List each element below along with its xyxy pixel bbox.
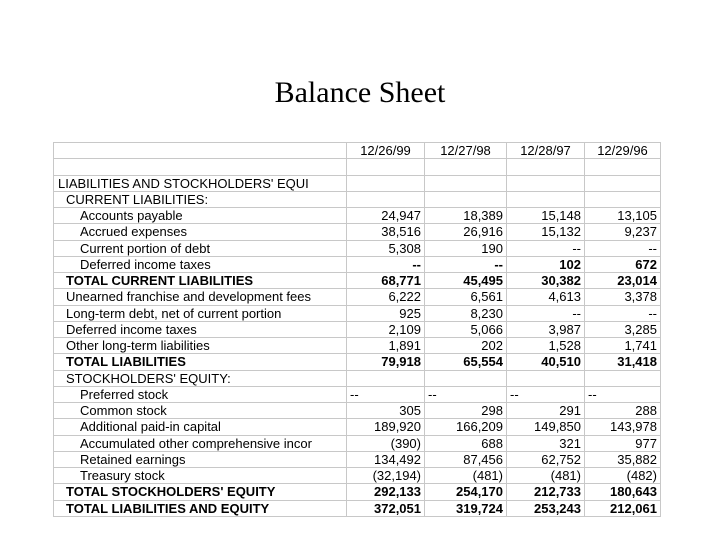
value-cell: 6,561	[425, 289, 507, 305]
value-cell: (32,194)	[347, 468, 425, 484]
value-cell: --	[507, 305, 585, 321]
value-cell: --	[347, 256, 425, 272]
row-label: Deferred income taxes	[54, 321, 347, 337]
value-cell: 1,528	[507, 338, 585, 354]
row-label: Accrued expenses	[54, 224, 347, 240]
row-label: TOTAL STOCKHOLDERS' EQUITY	[54, 484, 347, 500]
row-label: CURRENT LIABILITIES:	[54, 191, 347, 207]
value-cell: 149,850	[507, 419, 585, 435]
row-label: Unearned franchise and development fees	[54, 289, 347, 305]
table-row	[54, 208, 661, 224]
value-cell: 62,752	[507, 451, 585, 467]
spacer-row	[54, 159, 661, 175]
value-cell	[507, 175, 585, 191]
table-row	[54, 191, 661, 207]
value-cell: 30,382	[507, 273, 585, 289]
value-cell: 87,456	[425, 451, 507, 467]
value-cell: 253,243	[507, 500, 585, 516]
value-cell: 2,109	[347, 321, 425, 337]
value-cell: 102	[507, 256, 585, 272]
value-cell: 143,978	[585, 419, 661, 435]
table-row	[54, 468, 661, 484]
table-row	[54, 273, 661, 289]
table-row	[54, 338, 661, 354]
value-cell: 291	[507, 403, 585, 419]
value-cell: 3,987	[507, 321, 585, 337]
row-label: Accounts payable	[54, 208, 347, 224]
row-label: Deferred income taxes	[54, 256, 347, 272]
value-cell: 1,741	[585, 338, 661, 354]
value-cell: 977	[585, 435, 661, 451]
value-cell	[347, 175, 425, 191]
table-row	[54, 354, 661, 370]
value-cell: 8,230	[425, 305, 507, 321]
value-cell: 79,918	[347, 354, 425, 370]
value-cell: 18,389	[425, 208, 507, 224]
value-cell: 298	[425, 403, 507, 419]
table-row	[54, 305, 661, 321]
value-cell: 4,613	[507, 289, 585, 305]
value-cell: 3,378	[585, 289, 661, 305]
row-label: Additional paid-in capital	[54, 419, 347, 435]
value-cell: --	[585, 305, 661, 321]
table-row	[54, 386, 661, 402]
value-cell: 9,237	[585, 224, 661, 240]
table-row	[54, 370, 661, 386]
header-row	[54, 143, 661, 159]
value-cell: 15,132	[507, 224, 585, 240]
spacer-cell	[347, 159, 425, 175]
row-label: Accumulated other comprehensive incor	[54, 435, 347, 451]
spacer-cell	[507, 159, 585, 175]
value-cell: 319,724	[425, 500, 507, 516]
page-title: Balance Sheet	[274, 76, 446, 109]
value-cell: 35,882	[585, 451, 661, 467]
table-row	[54, 289, 661, 305]
value-cell: 190	[425, 240, 507, 256]
value-cell: 321	[507, 435, 585, 451]
row-label: Long-term debt, net of current portion	[54, 305, 347, 321]
row-label: LIABILITIES AND STOCKHOLDERS' EQUI	[54, 175, 347, 191]
column-header: 12/28/97	[507, 143, 585, 159]
value-cell: 15,148	[507, 208, 585, 224]
value-cell	[425, 370, 507, 386]
table-row	[54, 175, 661, 191]
value-cell: (481)	[425, 468, 507, 484]
value-cell	[585, 191, 661, 207]
value-cell: 672	[585, 256, 661, 272]
table-row	[54, 451, 661, 467]
value-cell: 24,947	[347, 208, 425, 224]
value-cell: (482)	[585, 468, 661, 484]
value-cell	[347, 370, 425, 386]
row-label: Treasury stock	[54, 468, 347, 484]
table-row	[54, 321, 661, 337]
value-cell: 166,209	[425, 419, 507, 435]
table-row	[54, 435, 661, 451]
value-cell: 23,014	[585, 273, 661, 289]
table-row	[54, 224, 661, 240]
spacer-cell	[425, 159, 507, 175]
value-cell: 292,133	[347, 484, 425, 500]
column-header: 12/27/98	[425, 143, 507, 159]
value-cell: 189,920	[347, 419, 425, 435]
row-label: STOCKHOLDERS' EQUITY:	[54, 370, 347, 386]
value-cell: 45,495	[425, 273, 507, 289]
value-cell: 180,643	[585, 484, 661, 500]
value-cell: 254,170	[425, 484, 507, 500]
table-row	[54, 403, 661, 419]
value-cell: 305	[347, 403, 425, 419]
value-cell: (390)	[347, 435, 425, 451]
value-cell: 212,733	[507, 484, 585, 500]
row-label: Preferred stock	[54, 386, 347, 402]
balance-sheet-table	[53, 142, 661, 517]
value-cell: 6,222	[347, 289, 425, 305]
table-row	[54, 500, 661, 516]
column-header: 12/26/99	[347, 143, 425, 159]
table-row	[54, 256, 661, 272]
value-cell	[425, 175, 507, 191]
row-label: Other long-term liabilities	[54, 338, 347, 354]
value-cell: 40,510	[507, 354, 585, 370]
value-cell: 212,061	[585, 500, 661, 516]
table-row	[54, 484, 661, 500]
spacer-cell	[54, 159, 347, 175]
value-cell: 202	[425, 338, 507, 354]
value-cell: --	[585, 386, 661, 402]
value-cell: --	[585, 240, 661, 256]
row-label: TOTAL CURRENT LIABILITIES	[54, 273, 347, 289]
value-cell: 372,051	[347, 500, 425, 516]
value-cell: --	[425, 386, 507, 402]
value-cell	[585, 175, 661, 191]
row-label: TOTAL LIABILITIES AND EQUITY	[54, 500, 347, 516]
value-cell: 288	[585, 403, 661, 419]
row-label: TOTAL LIABILITIES	[54, 354, 347, 370]
value-cell: 688	[425, 435, 507, 451]
value-cell	[347, 191, 425, 207]
value-cell: --	[347, 386, 425, 402]
value-cell	[425, 191, 507, 207]
value-cell: (481)	[507, 468, 585, 484]
value-cell: 26,916	[425, 224, 507, 240]
value-cell: 134,492	[347, 451, 425, 467]
row-label: Current portion of debt	[54, 240, 347, 256]
header-corner-cell	[54, 143, 347, 159]
table-row	[54, 240, 661, 256]
value-cell: 925	[347, 305, 425, 321]
value-cell	[585, 370, 661, 386]
value-cell: 5,308	[347, 240, 425, 256]
value-cell: 13,105	[585, 208, 661, 224]
row-label: Common stock	[54, 403, 347, 419]
value-cell: --	[425, 256, 507, 272]
value-cell: 1,891	[347, 338, 425, 354]
row-label: Retained earnings	[54, 451, 347, 467]
value-cell: 3,285	[585, 321, 661, 337]
value-cell: 38,516	[347, 224, 425, 240]
value-cell: 31,418	[585, 354, 661, 370]
table-row	[54, 419, 661, 435]
value-cell: 65,554	[425, 354, 507, 370]
value-cell	[507, 191, 585, 207]
value-cell: --	[507, 240, 585, 256]
spacer-cell	[585, 159, 661, 175]
column-header: 12/29/96	[585, 143, 661, 159]
value-cell: --	[507, 386, 585, 402]
value-cell: 5,066	[425, 321, 507, 337]
value-cell: 68,771	[347, 273, 425, 289]
value-cell	[507, 370, 585, 386]
